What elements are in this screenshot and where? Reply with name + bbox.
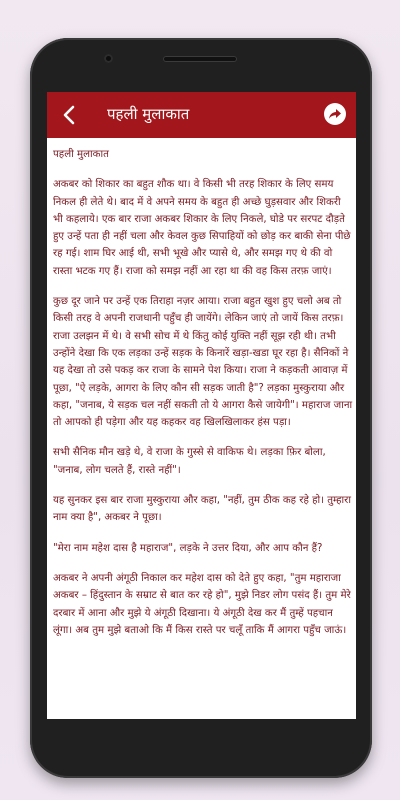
front-camera: [104, 54, 113, 63]
phone-speaker: [163, 56, 237, 62]
story-paragraph: अकबर को शिकार का बहुत शौक था। वे किसी भी तरह शिकार के लिए समय निकल ही लेते थे। बाद में वे अपने समय के बहुत ही अच्छे घुड़सवार और शिकरी भी कहलाये। एक बार राजा अकबर शिकार के लिए निकले, घोडे पर सरपट दौड़ते हुए उन्हें पता ही नहीं चला और केवल कुछ सिपाहियों को छोड़ कर बाकी सेना पीछे रह गई। शाम घिर आई थी, सभी भूखे और प्यासे थे, और समझ गए थे की वो रास्ता भटक गए हैं। राजा को समझ नहीं आ रहा था की वह किस तरफ़ जाएं।: [53, 179, 351, 277]
story-paragraph: सभी सैनिक मौन खड़े थे, वे राजा के गुस्से से वाकिफ थे। लड़का फ़िर बोला, "जनाब, लोग चलते हैं, रास्ते नहीं"।: [53, 447, 326, 476]
page-title: पहली मुलाकात: [107, 105, 190, 123]
back-button[interactable]: [55, 101, 83, 129]
back-arrow-icon: [62, 105, 76, 125]
share-button[interactable]: [324, 103, 346, 125]
share-icon: [328, 108, 342, 120]
story-paragraph: "मेरा नाम महेश दास है महाराज", लड़के ने उत्तर दिया, और आप कौन हैं?: [53, 542, 323, 554]
app-screen: [47, 92, 356, 719]
story-paragraph: कुछ दूर जाने पर उन्हें एक तिराहा नज़र आया। राजा बहुत खुश हुए चलो अब तो किसी तरह वे अपनी राजधानी पहुँच ही जायेंगे। लेकिन जाएं तो जायें किस तरफ़। राजा उलझन में थे। वे सभी सोच में थे किंतु कोई युक्ति नहीं सूझ रही थी। तभी उन्होंने देखा कि एक लड़का उन्हें सड़क के किनारें खड़ा-खडा घूर रहा है। सैनिकों ने यह देखा तो उसे पकड़ कर राजा के सामने पेश किया। राजा ने कड़कती आवाज़ में पूछा, "ऐ लड़के, आगरा के लिए कौन सी सड़क जाती है"? लड़का मुस्कुराया और कहा, "जनाब, ये सड़क चल नहीं सकती तो ये आगरा कैसे जायेगी"। महाराज जाना तो आपको ही पड़ेगा और यह कहकर वह खिलखिलाकर हंस पड़ा।: [53, 296, 353, 429]
story-heading: पहली मुलाकात: [53, 149, 109, 160]
app-bar: [47, 92, 356, 138]
story-content: [53, 146, 353, 652]
story-paragraph: अकबर ने अपनी अंगूठी निकाल कर महेश दास को देते हुए कहा, "तुम महाराजा अकबर – हिंदुस्तान के सम्राट से बात कर रहे हो", मुझे निडर लोग पसंद हैं। तुम मेरे दरबार में आना और मुझे ये अंगूठी दिखाना। ये अंगूठी देख कर मैं तुम्हें पहचान लूंगा। अब तुम मुझे बताओ कि मैं किस रास्ते पर चलूँ ताकि मैं आगरा पहुँच जाऊं।: [53, 572, 351, 636]
story-paragraph: यह सुनकर इस बार राजा मुस्कुराया और कहा, "नहीं, तुम ठीक कह रहे हो। तुम्हारा नाम क्या है", अकबर ने पूछा।: [53, 495, 351, 524]
